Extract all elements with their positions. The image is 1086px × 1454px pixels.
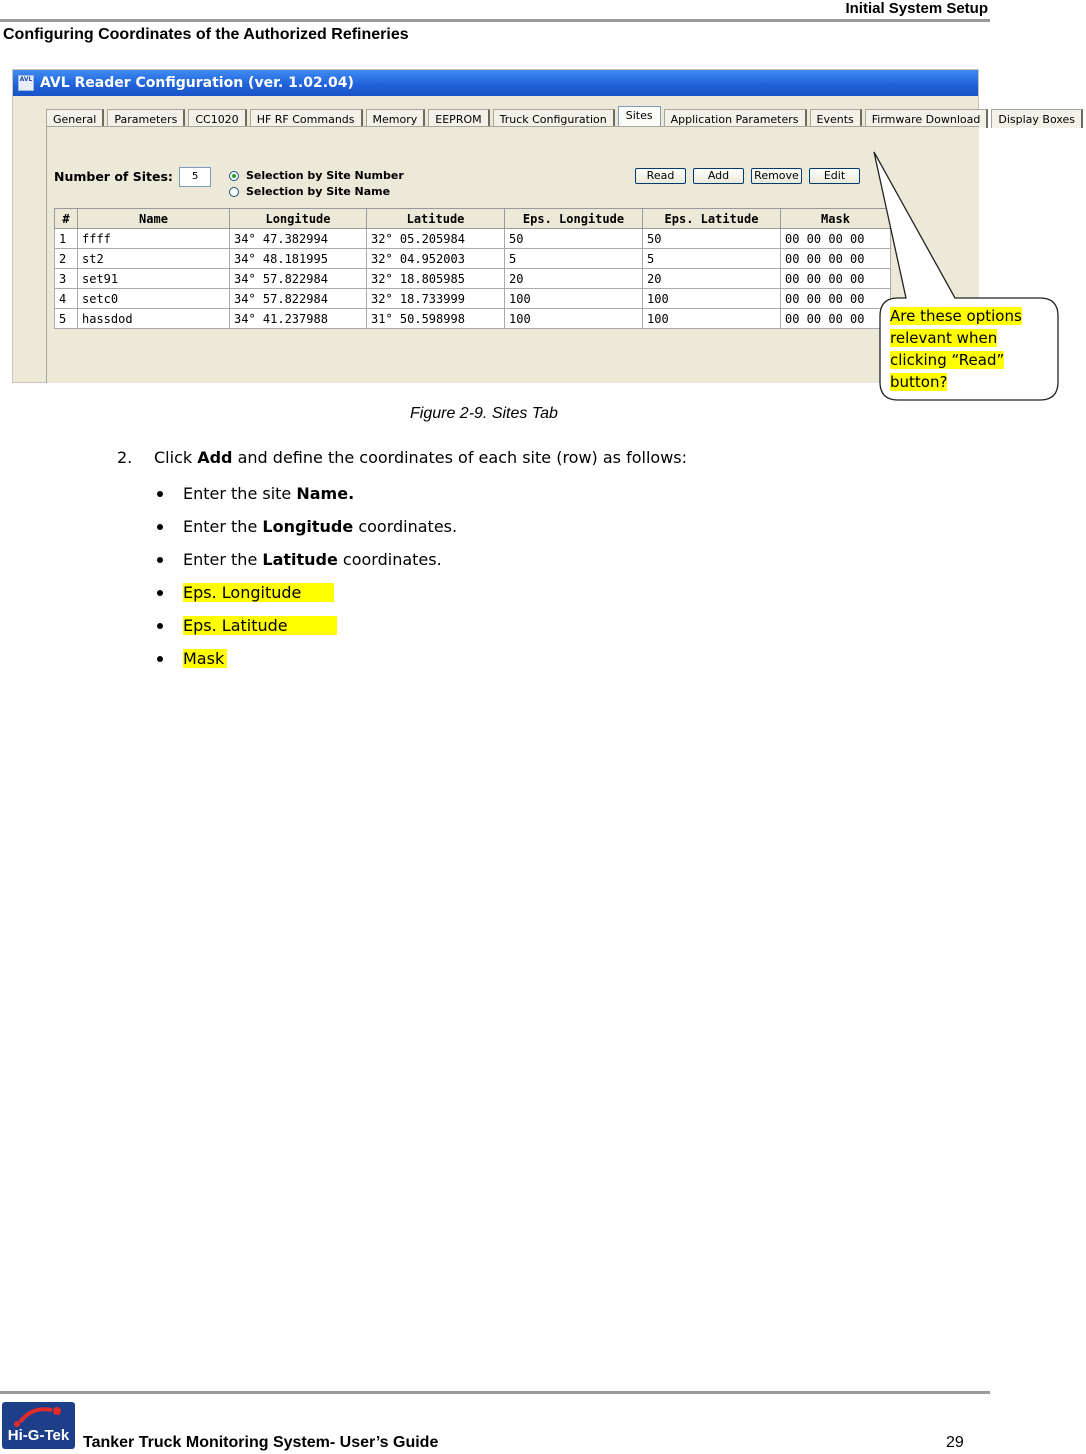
- table-cell[interactable]: 5: [643, 249, 781, 269]
- table-cell[interactable]: 00 00 00 00: [781, 269, 891, 289]
- table-cell[interactable]: 5: [55, 309, 78, 329]
- footer-rule: [0, 1391, 990, 1394]
- table-cell[interactable]: 31° 50.598998: [367, 309, 505, 329]
- column-header[interactable]: Mask: [781, 209, 891, 229]
- table-cell[interactable]: 100: [643, 309, 781, 329]
- header-title: Initial System Setup: [845, 0, 988, 17]
- read-button[interactable]: Read: [635, 168, 686, 184]
- column-header[interactable]: #: [55, 209, 78, 229]
- list-item: [155, 549, 457, 582]
- column-header[interactable]: Latitude: [367, 209, 505, 229]
- table-cell[interactable]: 00 00 00 00: [781, 229, 891, 249]
- tab-events[interactable]: Events: [810, 109, 862, 128]
- table-cell[interactable]: 34° 47.382994: [230, 229, 367, 249]
- tab-general[interactable]: General: [46, 109, 104, 128]
- footer-title: Tanker Truck Monitoring System- User’s Guide: [83, 1434, 439, 1451]
- table-cell[interactable]: 34° 41.237988: [230, 309, 367, 329]
- step-2: [117, 448, 687, 467]
- table-cell[interactable]: 4: [55, 289, 78, 309]
- tab-sites[interactable]: Sites: [618, 106, 661, 127]
- logo-text: Hi-G-Tek: [7, 1427, 70, 1444]
- table-cell[interactable]: 32° 18.733999: [367, 289, 505, 309]
- step-text-post: and define the coordinates of each site (row) as follows:: [232, 448, 688, 467]
- table-cell[interactable]: 32° 05.205984: [367, 229, 505, 249]
- bullet-text: coordinates.: [337, 550, 442, 569]
- tab-application-parameters[interactable]: Application Parameters: [664, 109, 807, 128]
- table-cell[interactable]: 5: [505, 249, 643, 269]
- table-cell[interactable]: set91: [78, 269, 230, 289]
- callout-highlighted-text: Are these options relevant when clicking “Read” button?: [890, 307, 1022, 391]
- table-cell[interactable]: 20: [643, 269, 781, 289]
- add-button[interactable]: Add: [693, 168, 744, 184]
- table-cell[interactable]: setc0: [78, 289, 230, 309]
- table-cell[interactable]: 34° 48.181995: [230, 249, 367, 269]
- bullet-text: Enter the: [183, 550, 263, 569]
- table-cell[interactable]: 32° 04.952003: [367, 249, 505, 269]
- edit-button[interactable]: Edit: [809, 168, 860, 184]
- table-cell[interactable]: 100: [505, 309, 643, 329]
- hi-g-tek-logo: [2, 1402, 75, 1449]
- radio-label: Selection by Site Name: [246, 185, 391, 198]
- bullet-keyword: Latitude: [262, 550, 338, 569]
- list-item: [155, 516, 457, 549]
- table-cell[interactable]: 1: [55, 229, 78, 249]
- table-cell[interactable]: 50: [505, 229, 643, 249]
- list-item: [155, 483, 457, 516]
- table-cell[interactable]: 100: [505, 289, 643, 309]
- tab-display-boxes[interactable]: Display Boxes: [991, 109, 1083, 128]
- table-cell[interactable]: 3: [55, 269, 78, 289]
- highlighted-bullet-text: Eps. Longitude: [183, 583, 334, 602]
- bullet-list: [155, 483, 457, 681]
- column-header[interactable]: Name: [78, 209, 230, 229]
- section-title: Configuring Coordinates of the Authorized Refineries: [3, 26, 409, 43]
- step-number: 2.: [117, 448, 133, 467]
- table-cell[interactable]: 00 00 00 00: [781, 249, 891, 269]
- bullet-text: Enter the site: [183, 484, 297, 503]
- window-title: AVL Reader Configuration (ver. 1.02.04): [40, 75, 354, 91]
- number-of-sites-input[interactable]: 5: [179, 167, 211, 187]
- tab-cc1020[interactable]: CC1020: [188, 109, 246, 128]
- page-number: 29: [946, 1434, 964, 1451]
- list-item: [155, 615, 457, 648]
- remove-button[interactable]: Remove: [751, 168, 802, 184]
- tab-firmware-download[interactable]: Firmware Download: [865, 109, 989, 128]
- step-text-pre: Click: [154, 448, 198, 467]
- bullet-icon: [157, 557, 163, 563]
- highlighted-bullet-text: Mask: [183, 649, 227, 668]
- tab-memory[interactable]: Memory: [366, 109, 426, 128]
- bullet-keyword: Longitude: [262, 517, 354, 536]
- table-cell[interactable]: 34° 57.822984: [230, 269, 367, 289]
- number-of-sites-label: Number of Sites:: [54, 169, 173, 184]
- column-header[interactable]: Eps. Longitude: [505, 209, 643, 229]
- table-cell[interactable]: 100: [643, 289, 781, 309]
- highlighted-bullet-text: Eps. Latitude: [183, 616, 337, 635]
- app-icon: AVL: [18, 75, 34, 91]
- bullet-text: coordinates.: [353, 517, 458, 536]
- figure-caption: Figure 2-9. Sites Tab: [410, 405, 558, 422]
- tab-hf-rf-commands[interactable]: HF RF Commands: [250, 109, 363, 128]
- bullet-icon: [157, 524, 163, 530]
- step-keyword: Add: [197, 448, 233, 467]
- bullet-icon: [157, 623, 163, 629]
- tab-eeprom[interactable]: EEPROM: [428, 109, 489, 128]
- bullet-icon: [157, 656, 163, 662]
- column-header[interactable]: Longitude: [230, 209, 367, 229]
- radio-label: Selection by Site Number: [246, 169, 404, 182]
- table-cell[interactable]: st2: [78, 249, 230, 269]
- tab-truck-configuration[interactable]: Truck Configuration: [493, 109, 615, 128]
- list-item: [155, 582, 457, 615]
- table-cell[interactable]: 34° 57.822984: [230, 289, 367, 309]
- table-cell[interactable]: 50: [643, 229, 781, 249]
- bullet-icon: [157, 590, 163, 596]
- callout-text: [890, 305, 1040, 393]
- table-cell[interactable]: ffff: [78, 229, 230, 249]
- table-cell[interactable]: 2: [55, 249, 78, 269]
- column-header[interactable]: Eps. Latitude: [643, 209, 781, 229]
- bullet-keyword: Name.: [296, 484, 355, 503]
- table-cell[interactable]: 20: [505, 269, 643, 289]
- table-cell[interactable]: 00 00 00 00: [781, 289, 891, 309]
- tab-parameters[interactable]: Parameters: [107, 109, 185, 128]
- table-cell[interactable]: 32° 18.805985: [367, 269, 505, 289]
- table-cell[interactable]: hassdod: [78, 309, 230, 329]
- bullet-text: Enter the: [183, 517, 263, 536]
- bullet-icon: [157, 491, 163, 497]
- list-item: [155, 648, 457, 681]
- table-cell[interactable]: 00 00 00 00: [781, 309, 891, 329]
